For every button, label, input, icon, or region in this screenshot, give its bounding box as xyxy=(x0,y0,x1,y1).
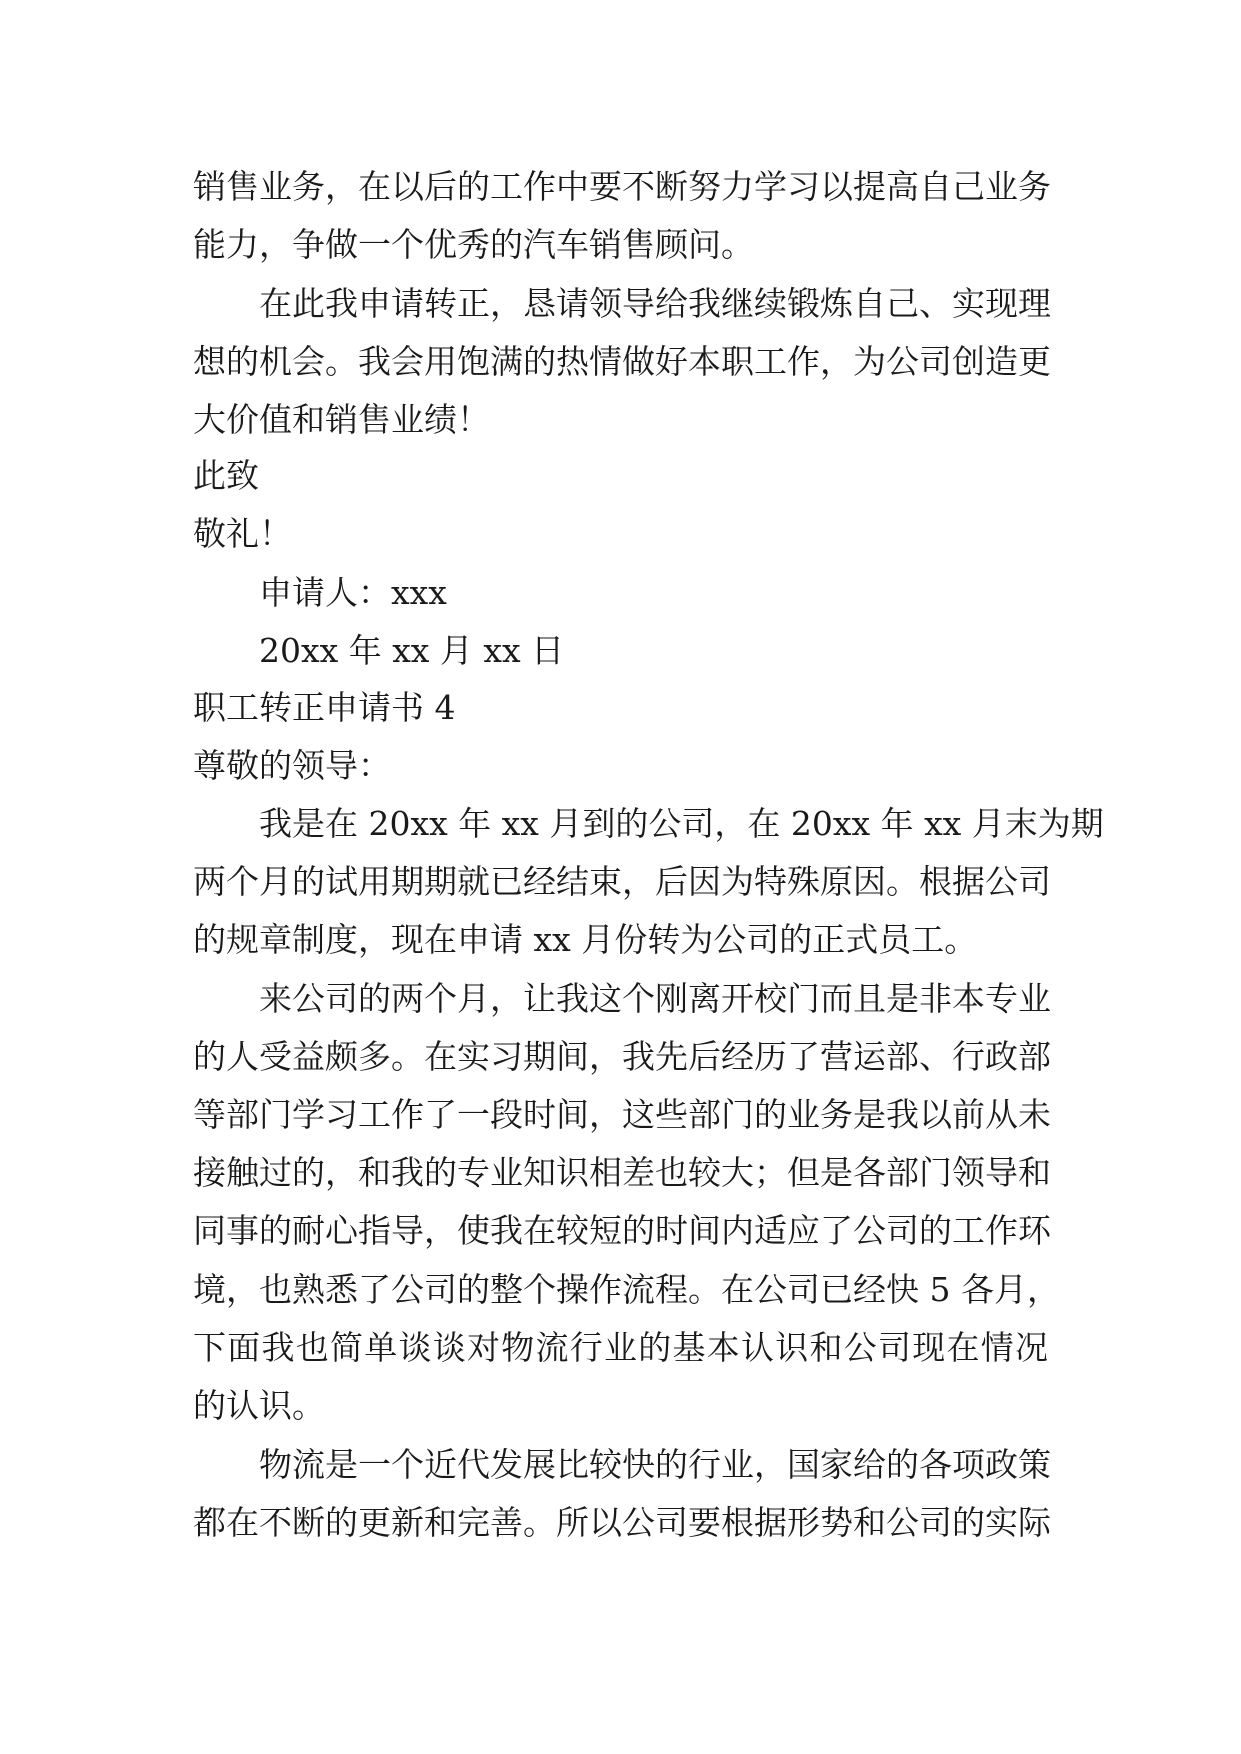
paragraph-line: 同事的耐心指导，使我在较短的时间内适应了公司的工作环 xyxy=(193,1211,1051,1250)
section-title: 职工转正申请书 4 xyxy=(193,688,456,727)
paragraph-line: 的认识。 xyxy=(193,1386,325,1425)
applicant-signature: 申请人：xxx xyxy=(259,573,447,612)
paragraph-line: 在此我申请转正，恳请领导给我继续锻炼自己、实现理 xyxy=(259,284,1051,323)
paragraph-line: 能力，争做一个优秀的汽车销售顾问。 xyxy=(193,225,754,264)
paragraph-line: 来公司的两个月，让我这个刚离开校门而且是非本专业 xyxy=(259,979,1051,1018)
paragraph-line: 的人受益颇多。在实习期间，我先后经历了营运部、行政部 xyxy=(193,1037,1051,1076)
paragraph-line: 下面我也简单谈谈对物流行业的基本认识和公司现在情况 xyxy=(193,1328,1048,1367)
paragraph-line: 的规章制度，现在申请 xx 月份转为公司的正式员工。 xyxy=(193,920,978,959)
paragraph-line: 我是在 20xx 年 xx 月到的公司，在 20xx 年 xx 月末为期 xyxy=(259,804,1104,843)
letter-greeting: 尊敬的领导： xyxy=(193,746,391,785)
paragraph-line: 大价值和销售业绩！ xyxy=(193,400,490,439)
paragraph-line: 销售业务，在以后的工作中要不断努力学习以提高自己业务 xyxy=(193,167,1051,206)
signature-date: 20xx 年 xx 月 xx 日 xyxy=(259,631,565,670)
paragraph-line: 都在不断的更新和完善。所以公司要根据形势和公司的实际 xyxy=(193,1503,1051,1542)
paragraph-line: 想的机会。我会用饱满的热情做好本职工作，为公司创造更 xyxy=(193,342,1051,381)
paragraph-line: 两个月的试用期期就已经结束，后因为特殊原因。根据公司 xyxy=(193,862,1051,901)
paragraph-line: 等部门学习工作了一段时间，这些部门的业务是我以前从未 xyxy=(193,1095,1051,1134)
paragraph-line: 物流是一个近代发展比较快的行业，国家给的各项政策 xyxy=(259,1445,1051,1484)
closing-salutation: 此致 xyxy=(193,456,259,495)
paragraph-line: 接触过的，和我的专业知识相差也较大；但是各部门领导和 xyxy=(193,1153,1051,1192)
paragraph-line: 境，也熟悉了公司的整个操作流程。在公司已经快 5 各月， xyxy=(193,1270,1060,1309)
closing-regards: 敬礼！ xyxy=(193,514,292,553)
